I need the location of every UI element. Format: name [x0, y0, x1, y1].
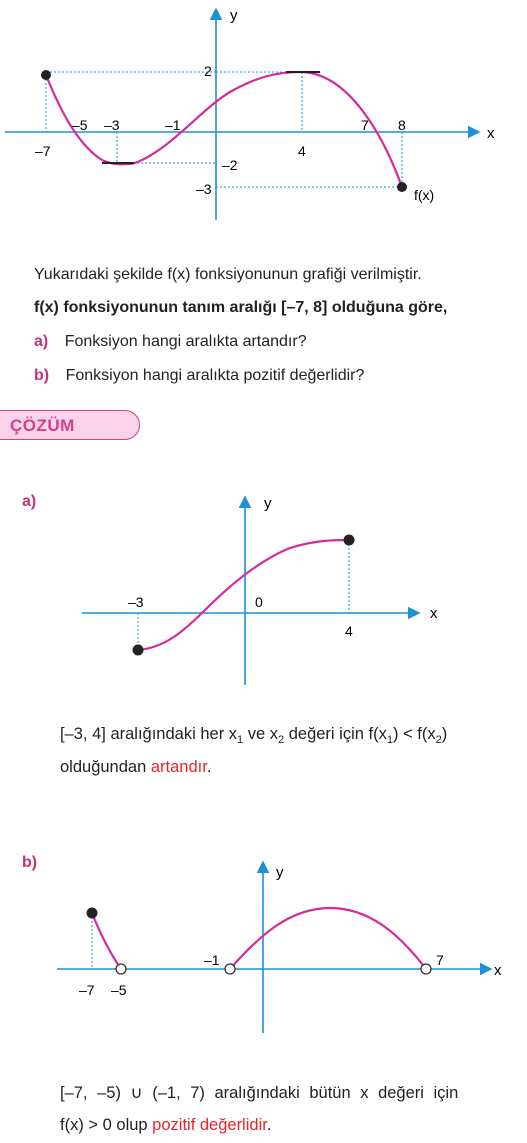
part-a-line1 — [60, 724, 447, 744]
part-b-period: . — [266, 1116, 272, 1134]
question-b-text: Fonksiyon hangi aralıkta pozitif değerlidir? — [65, 367, 365, 384]
y-axis-a-label: y — [264, 495, 272, 512]
part-b-conclusion: pozitif değerlidir — [152, 1116, 267, 1134]
sub-4: 2 — [435, 734, 442, 746]
sub-1: 1 — [237, 734, 244, 746]
part-a-line2 — [60, 757, 211, 777]
y-axis-label: y — [230, 7, 238, 24]
tick-x--3: –3 — [104, 117, 120, 133]
start-point — [41, 70, 51, 80]
sub-2: 2 — [278, 734, 285, 746]
end-point-a — [344, 535, 355, 546]
solution-badge — [0, 410, 140, 440]
tick-x--7: –7 — [35, 143, 51, 159]
open-point-b--1 — [225, 964, 235, 974]
guide-lines-a — [138, 540, 349, 650]
tick-x-4: 4 — [298, 143, 306, 159]
graph-b — [0, 855, 527, 1040]
part-a-conclusion: artandır — [150, 758, 207, 776]
start-point-a — [133, 645, 144, 656]
tick-a--3: –3 — [128, 594, 144, 610]
question-a-label: a) — [34, 333, 49, 350]
closed-point-b — [87, 908, 98, 919]
problem-condition: f(x) fonksiyonunun tanım aralığı [–7, 8] olduğuna göre, — [34, 299, 448, 316]
x-axis-b-label: x — [494, 962, 502, 979]
x-axis-a-label: x — [430, 605, 438, 622]
end-point — [397, 182, 407, 192]
part-b-label: b) — [22, 854, 38, 871]
x-axis-label: x — [487, 125, 495, 142]
open-point-b--5 — [116, 964, 126, 974]
part-a-text-6: olduğundan — [60, 758, 151, 776]
tick-b--7: –7 — [79, 982, 95, 998]
part-b-line2 — [60, 1115, 271, 1135]
tick-x--5: –5 — [72, 117, 88, 133]
part-b-line1: [–7, –5) ∪ (–1, 7) aralığındaki bütün x değeri için — [60, 1084, 459, 1102]
tick-b--5: –5 — [111, 982, 127, 998]
tick-x--1: –1 — [165, 117, 181, 133]
sub-3: 1 — [386, 734, 393, 746]
part-a-text-2: ve x — [243, 725, 279, 743]
tick-a-4: 4 — [345, 623, 353, 639]
tick-x-8: 8 — [398, 117, 406, 133]
curve-a — [138, 540, 349, 650]
problem-intro: Yukarıdaki şekilde f(x) fonksiyonunun grafiği verilmiştir. — [34, 266, 422, 283]
question-a — [34, 332, 307, 352]
part-a-text-5: ) — [441, 725, 448, 743]
question-b — [34, 366, 364, 386]
curve-b-left — [92, 913, 121, 969]
part-a-label: a) — [22, 493, 37, 510]
part-a-period: . — [206, 758, 212, 776]
tick-y--2: –2 — [222, 157, 238, 173]
graph-a — [0, 490, 527, 690]
main-graph — [0, 0, 527, 225]
solution-badge-text: ÇÖZÜM — [10, 416, 75, 435]
tick-y--3: –3 — [196, 181, 212, 197]
part-b-text: f(x) > 0 olup — [60, 1116, 153, 1134]
question-b-label: b) — [34, 367, 50, 384]
part-a-text-4: ) < f(x — [392, 725, 436, 743]
y-axis-b-label: y — [276, 864, 284, 881]
tick-x-7: 7 — [361, 117, 369, 133]
part-a-text-3: değeri için f(x — [284, 725, 387, 743]
question-a-text: Fonksiyon hangi aralıkta artandır? — [64, 333, 307, 350]
part-a-text-1: [–3, 4] aralığındaki her x — [60, 725, 238, 743]
curve-b-right — [230, 908, 426, 969]
open-point-b-7 — [421, 964, 431, 974]
tick-b-7: 7 — [436, 952, 444, 968]
tick-a-0: 0 — [255, 594, 263, 610]
function-label: f(x) — [414, 187, 435, 203]
tick-b--1: –1 — [204, 952, 220, 968]
tick-y-2: 2 — [204, 63, 212, 79]
